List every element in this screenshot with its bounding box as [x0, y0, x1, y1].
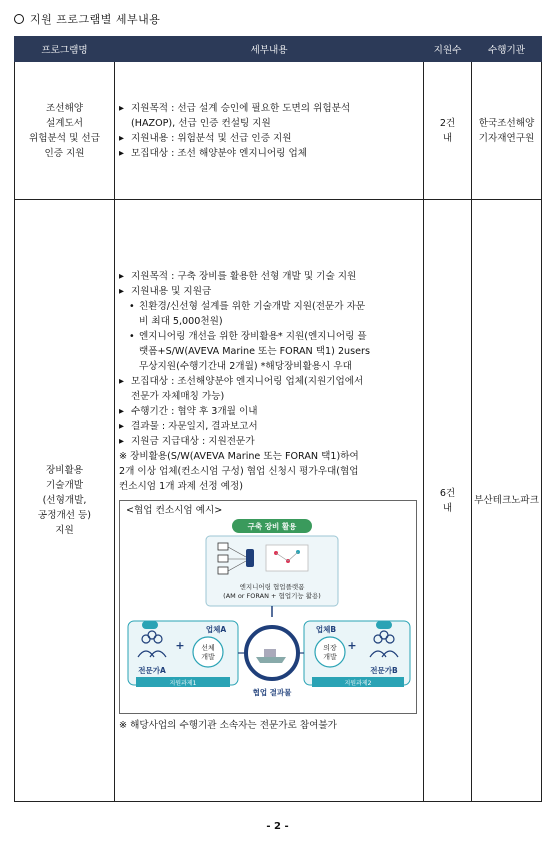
bullet-item: ▶ 모집대상 : 조선해양분야 엔지니어링 업체(지원기업에서 — [119, 374, 417, 389]
sub-bullet-item: • 친환경/신선형 설계를 위한 기술개발 지원(전문가 자문 — [119, 299, 417, 314]
details-cell: ▶ 지원목적 : 선급 설계 승인에 필요한 도면의 위험분석 (HAZOP), 선급 인증 컨설팅 지원 ▶ 지원내용 : 위험분석 및 선급 인증 지원 ▶ 모집대상 : 조선 해양분야 엔지니어링 업체 — [115, 62, 424, 200]
bullet-item: ▶ 지원내용 및 지원금 — [119, 284, 417, 299]
org-cell: 부산테크노파크 — [472, 200, 542, 802]
table-row — [15, 200, 542, 802]
header-program: 프로그램명 — [15, 37, 115, 62]
bullet-item: ▶ 결과물 : 자문일지, 결과보고서 — [119, 419, 417, 434]
table-header-row — [15, 37, 542, 62]
consortium-diagram — [126, 517, 412, 713]
bullet-item: ▶ 지원내용 : 위험분석 및 선급 인증 지원 — [119, 131, 417, 146]
table-row — [15, 62, 542, 200]
sub-bullet-item: • 엔지니어링 개선을 위한 장비활용* 지원(엔지니어링 플 — [119, 329, 417, 344]
header-count: 지원수 — [424, 37, 472, 62]
task-b-circle — [315, 637, 345, 667]
section-heading: 지원 프로그램별 세부내용 — [14, 11, 160, 27]
firm-a-label: 업체A — [205, 624, 227, 634]
platform-label: 엔지니어링 협업플랫폼 — [239, 582, 305, 591]
count-cell: 6건 내 — [424, 200, 472, 802]
program-table — [14, 36, 542, 802]
task-b-line1: 의장 — [323, 643, 337, 652]
bullet-item: ▶ 지원목적 : 구축 장비를 활용한 선형 개발 및 기술 지원 — [119, 269, 417, 284]
expert-b-label: 전문가B — [370, 665, 398, 675]
monitor-icon — [218, 555, 228, 562]
server-icon — [246, 549, 254, 567]
ship-icon — [256, 657, 286, 663]
expert-a-label: 전문가A — [138, 665, 166, 675]
platform-sublabel: (AM or FORAN + 협업기능 활용) — [223, 591, 321, 600]
plus-icon: + — [347, 638, 357, 652]
org-cell: 한국조선해양 기자재연구원 — [472, 62, 542, 200]
page-number: - 2 - — [266, 821, 289, 832]
support-b-label: 지원과제2 — [344, 679, 372, 687]
consortium-example-box — [119, 500, 417, 714]
bullet-item: ▶ 모집대상 : 조선 해양분야 엔지니어링 업체 — [119, 146, 417, 161]
monitor-icon — [218, 543, 228, 550]
task-a-line2: 개발 — [201, 652, 215, 661]
header-details: 세부내용 — [115, 37, 424, 62]
plus-icon: + — [175, 638, 185, 652]
task-a-circle — [193, 637, 223, 667]
program-name-cell: 장비활용 기술개발 (선형개발, 공정개선 등) 지원 — [15, 200, 115, 802]
screen-icon — [266, 545, 308, 571]
header-org: 수행기관 — [472, 37, 542, 62]
banner-text: 구축 장비 활용 — [247, 521, 297, 531]
consortium-title: <협업 컨소시엄 예시> — [126, 504, 223, 516]
support-a-label: 지원과제1 — [169, 679, 197, 687]
task-a-line1: 선체 — [201, 643, 215, 652]
bullet-item: ▶ 지원금 지급대상 : 지원전문가 — [119, 434, 417, 449]
firm-b-label: 업체B — [315, 624, 337, 634]
bullet-item: ▶ 지원목적 : 선급 설계 승인에 필요한 도면의 위험분석 — [119, 101, 417, 116]
count-cell: 2건 내 — [424, 62, 472, 200]
result-label: 협업 결과물 — [252, 687, 292, 697]
program-name-cell: 조선해양 설계도서 위험분석 및 선급 인증 지원 — [15, 62, 115, 200]
circle-bullet-icon — [14, 14, 24, 24]
bullet-item: ▶ 수행기간 : 협약 후 3개월 이내 — [119, 404, 417, 419]
footnote: ※ 해당사업의 수행기관 소속자는 전문가로 참여불가 — [119, 719, 337, 731]
task-b-line2: 개발 — [323, 652, 337, 661]
details-cell: ▶ 지원목적 : 구축 장비를 활용한 선형 개발 및 기술 지원 ▶ 지원내용 및 지원금 • 친환경/신선형 설계를 위한 기술개발 지원(전문가 자문 비 최대 5,000천원) • 엔지니어링 개선을 위한 장비활용* 지원(엔지니어링 플 랫폼+S/W(AVEVA Marine 또는 FORAN 택1) 2users 무상지원(수행기간내 2개월) *해당장비활용시 우대 ▶ 모집대상 : 조선해양분야 엔지니어링 업체(지원기업에서 전문가 자체매칭 가능) ▶ 수행기간 : 협약 후 3개월 이내 ▶ 결과물 : 자문일지, 결과보고서 ▶ 지원금 지급대상 : 지원전문가 ※ 장비활용(S/W(AVEVA Marine 또는 FORAN 택1)하여 2개 이상 업체(컨소시엄 구성) 협업 신청시 평가우대(협업 컨소시엄 1개 과제 선정 예정) <협업 컨소시엄 예시> 구축 장비 활용 엔지니어링 협업플랫폼 (AM or FORAN + 협업기능 활용) 전문가A + 업체A 선체 개발 지원과제1 협업 결과물 업체B 의장 개발 + 전문가B 지원과제2 ※ 해당사업의 수행기관 소속자는 전문가로 참여불가 — [115, 200, 424, 802]
monitor-icon — [218, 567, 228, 574]
